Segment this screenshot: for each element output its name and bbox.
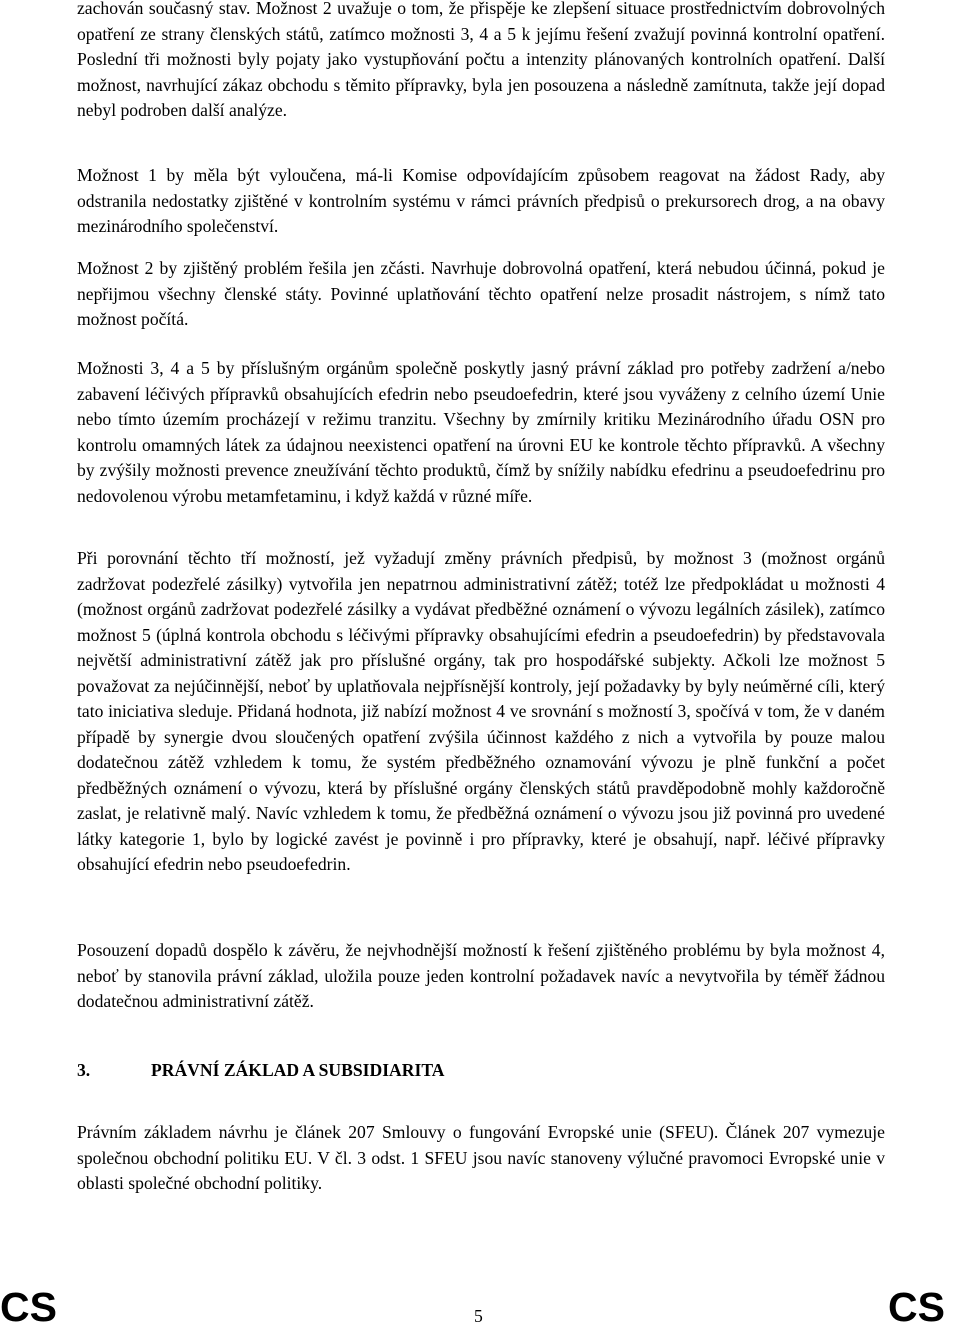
paragraph-comparison: Při porovnání těchto tří možností, jež vyžadují změny právních předpisů, by možnost 3 (možnost orgánů zadržovat podezřelé zásilky) vytvořila jen nepatrnou administrativní zátěž; totéž lze předpokládat u možnosti 4 (možnost orgánů zadržovat podezřelé zásilky a vydávat předběžné oznámení o vývozu legálních zásilek), zatímco možnost 5 (úplná kontrola obchodu s léčivými přípravky obsahujícími efedrin a pseudoefedrin) by představovala největší administrativní zátěž jak pro příslušné orgány, tak pro hospodářské subjekty. Ačkoli lze možnost 5 považovat za nejúčinnější, neboť by uplatňovala nejpřísnější kontroly, její požadavky by byly neúměrné cíli, který tato iniciativa sleduje. Přidaná hodnota, již nabízí možnost 4 ve srovnání s možností 3, spočívá v tom, že v daném případě by synergie dvou sloučených opatření zvýšila účinnost každého z nich a vytvořila by pouze malou dodatečnou zátěž vzhledem k tomu, že systém předběžného oznamování vývozu je plně funkční a počet předběžných oznámení o vývozu, která by příslušné orgány členských států pravděpodobně mohly každoročně zaslat, je relativně malý. Navíc vzhledem k tomu, že předběžná oznámení o vývozu jsou již povinná pro uvedené látky kategorie 1, bylo by logické zavést je povinně i pro přípravky, které je obsahují, např. léčivé přípravky obsahující efedrin nebo pseudoefedrin. xyxy=(77,548,885,874)
page-number: 5 xyxy=(474,1306,483,1326)
paragraph-option-1: Možnost 1 by měla být vyloučena, má-li Komise odpovídajícím způsobem reagovat na žádost Rady, aby odstranila nedostatky zjištěné v kontrolním systému v rámci právních předpisů o prekursorech drog, a na obavy mezinárodního společenství. xyxy=(77,165,885,236)
paragraph-option-2: Možnost 2 by zjištěný problém řešila jen zčásti. Navrhuje dobrovolná opatření, která nebudou účinná, pokud je nepřijmou všechny členské státy. Povinné uplatňování těchto opatření nelze prosadit nástrojem, s nímž tato možnost počítá. xyxy=(77,258,885,329)
footer-language-right: CS xyxy=(888,1284,945,1330)
section-number: 3. xyxy=(77,1060,91,1080)
footer-language-left: CS xyxy=(0,1284,57,1330)
section-title: PRÁVNÍ ZÁKLAD A SUBSIDIARITA xyxy=(151,1060,445,1080)
paragraph-options-3-4-5: Možnosti 3, 4 a 5 by příslušným orgánům společně poskytly jasný právní základ pro potřeby zadržení a/nebo zabavení léčivých přípravků obsahujících efedrin nebo pseudoefedrin, které jsou vyváženy z celního území Unie nebo tímto územím procházejí v režimu tranzitu. Všechny by zmírnily kritiku Mezinárodního úřadu OSN pro kontrolu omamných látek za údajnou neexistenci opatření na úrovni EU ke kontrole těchto přípravků. A všechny by zvýšily možnosti prevence zneužívání těchto produktů, čímž by snížily nabídku efedrinu a pseudoefedrinu pro nedovolenou výrobu metamfetaminu, i když každá v různé míře. xyxy=(77,358,885,506)
paragraph-options-overview: zachován současný stav. Možnost 2 uvažuje o tom, že přispěje ke zlepšení situace prostřednictvím dobrovolných opatření ze strany členských států, zatímco možnosti 3, 4 a 5 k jejímu řešení zvažují povinná kontrolní opatření. Poslední tři možnosti byly pojaty jako vystupňování počtu a intenzity plánovaných kontrolních opatření. Další možnost, navrhující zákaz obchodu s těmito přípravky, byla jen posouzena a následně zamítnuta, takže její dopad nebyl podroben další analýze. xyxy=(77,0,885,120)
section-heading xyxy=(77,1058,444,1084)
paragraph-legal-basis: Právním základem návrhu je článek 207 Smlouvy o fungování Evropské unie (SFEU). Článek 207 vymezuje společnou obchodní politiku EU. V čl. 3 odst. 1 SFEU jsou navíc stanoveny výlučné pravomoci Evropské unie v oblasti společné obchodní politiky. xyxy=(77,1122,885,1193)
paragraph-conclusion: Posouzení dopadů dospělo k závěru, že nejvhodnější možností k řešení zjištěného problému by byla možnost 4, neboť by stanovila právní základ, uložila pouze jeden kontrolní požadavek navíc a nevytvořila by téměř žádnou dodatečnou administrativní zátěž. xyxy=(77,940,885,1011)
